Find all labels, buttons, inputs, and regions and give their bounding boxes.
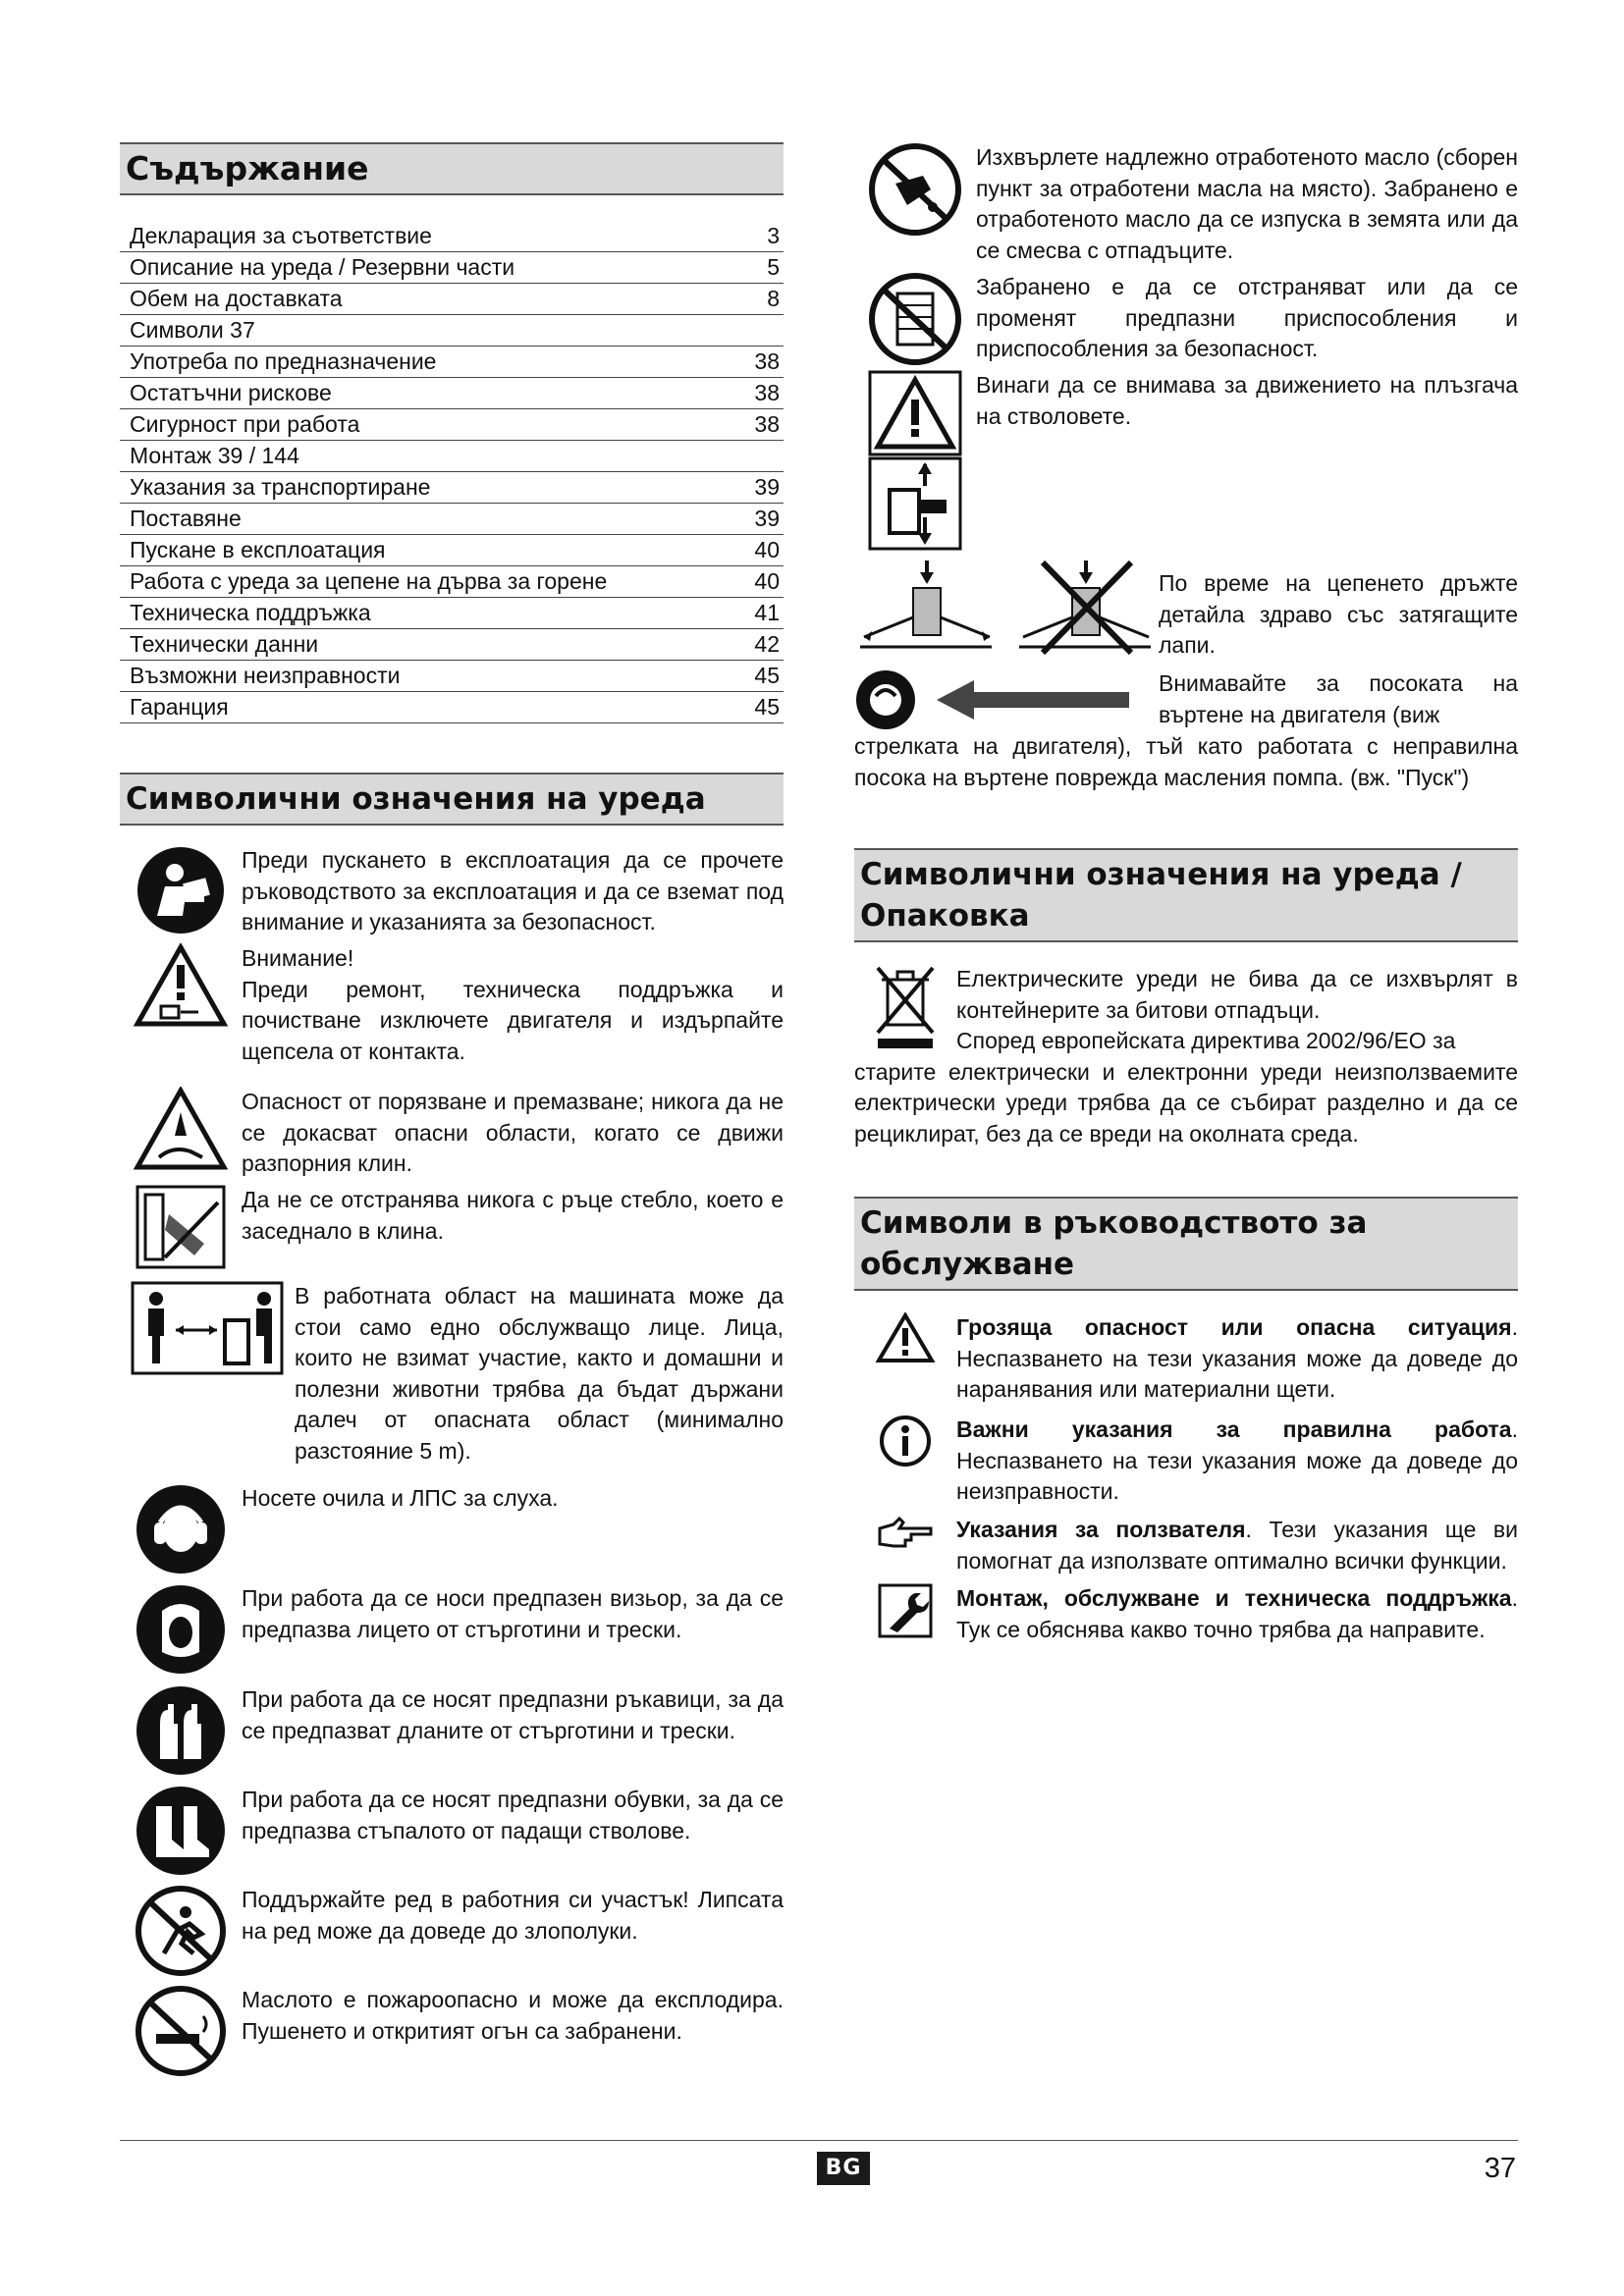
toc-label: Монтаж 39 / 144 bbox=[130, 443, 299, 468]
manual-symbols-title: Символи в ръководството за обслужване bbox=[854, 1197, 1518, 1291]
log-pusher-icon bbox=[868, 456, 962, 551]
toc-page: 38 bbox=[754, 380, 780, 405]
toc-row bbox=[120, 315, 784, 347]
toc-label: Указания за транспортиране bbox=[130, 474, 431, 500]
toc-row bbox=[120, 347, 784, 378]
toc-page: 38 bbox=[754, 411, 780, 437]
toc-page: 45 bbox=[754, 663, 780, 688]
symbol-row: При работа да се носи предпазен визьор, за да се предпазва лицето от стърготини и трески. bbox=[120, 1583, 784, 1684]
symbol-row: Опасност от порязване и премазване; никога да не се докасват опасни области, когато се движи разпорния клин. bbox=[120, 1087, 784, 1185]
toc-page: 8 bbox=[767, 286, 780, 311]
right-column: Изхвърлете надлежно отработеното масло (сборен пункт за отработени масла на място). Забранено е отработеното масло да се изпуска в земята или да се смесва с отпадъците. Забранено е да се отстраняват или да се променят предпазни приспособления и приспособления за безопасност. Винаги да се внимава за движението на плъзгача на стволовете. По време на цепенето дръжте детайла здраво със затягащите лапи. Внимавайте за посоката на въртене на двигателя (виж стрелката на двигателя), тъй като работата с неправилна посока на въртене поврежда масления помпа. (вж. "Пуск") Символични означения на уреда / Опаковка Електрическите уреди не бива да се изхвърлят в контейнерите за битови отпадъци. Според европейската директива 2002/96/ЕО за старите електрически и електронни уреди неизползваемите електрически уреди трябва да се събират разделно и да се рециклират, без да се вреди на околната среда. Символи в ръководството за обслужване Грозяща опасност или опасна ситуация. Неспазването на тези указания може да доведе до наранявания или материални щети. Важни указания за правилна работа. Неспазването на тези указания може да доведе до неизправности. Указания за ползвателя. Тези указания ще ви помогнат да използвате оптимално всички функции. Монтаж, обслужване и техническа поддръжка. Тук се обяснява какво точно трябва да направите. bbox=[854, 142, 1518, 1652]
one-operator-icon bbox=[131, 1281, 284, 1375]
symbol-row: При работа да се носят предпазни обувки, за да се предпазва стъпалото от падащи стволове. bbox=[120, 1785, 784, 1885]
symbol-row: Изхвърлете надлежно отработеното масло (сборен пункт за отработени масла на място). Забранено е отработеното масло да се изпуска в земята или да се смесва с отпадъците. bbox=[854, 142, 1518, 272]
toc-page: 39 bbox=[754, 474, 780, 500]
symbol-row: Монтаж, обслужване и техническа поддръжка. Тук се обяснява какво точно трябва да направите. bbox=[854, 1583, 1518, 1652]
symbol-row: Важни указания за правилна работа. Неспазването на тези указания може да доведе до неизправности. bbox=[854, 1415, 1518, 1515]
device-symbols-title: Символични означения на уреда bbox=[120, 773, 784, 826]
symbol-row: Носете очила и ЛПС за слуха. bbox=[120, 1483, 784, 1583]
symbol-row: Винаги да се внимава за движението на плъзгача на стволовете. bbox=[854, 370, 1518, 559]
toc-label: Възможни неизправности bbox=[130, 663, 401, 688]
toc-label: Обем на доставката bbox=[130, 286, 343, 311]
toc-row bbox=[120, 535, 784, 566]
symbol-row: Внимание! Преди ремонт, техническа поддръжка и почистване изключете двигателя и издърпайте щепсела от контакта. bbox=[120, 943, 784, 1087]
toc-title: Съдържание bbox=[120, 142, 784, 195]
toc-page: 40 bbox=[754, 537, 780, 562]
toc-label: Поставяне bbox=[130, 506, 242, 531]
toc-row bbox=[120, 472, 784, 504]
toc-label: Технически данни bbox=[130, 631, 319, 657]
toc-row bbox=[120, 598, 784, 629]
toc-page: 38 bbox=[754, 348, 780, 374]
ear-eye-protection-icon bbox=[135, 1483, 227, 1575]
danger-icon bbox=[876, 1312, 935, 1363]
packaging-title: Символични означения на уреда / Опаковка bbox=[854, 848, 1518, 942]
face-shield-icon bbox=[135, 1583, 227, 1676]
symbol-row: Грозяща опасност или опасна ситуация. Неспазването на тези указания може да доведе до наранявания или материални щети. bbox=[854, 1312, 1518, 1415]
toc-label: Употреба по предназначение bbox=[130, 348, 437, 374]
symbol-row: Маслото е пожароопасно и може да експлодира. Пушенето и откритият огън са забранени. bbox=[120, 1985, 784, 2085]
gloves-icon bbox=[135, 1684, 227, 1777]
no-removing-guards-icon bbox=[868, 272, 962, 366]
toc-page: 3 bbox=[767, 223, 780, 248]
toc-row bbox=[120, 441, 784, 472]
toc-page: 40 bbox=[754, 568, 780, 594]
toc-label: Остатъчни рискове bbox=[130, 380, 332, 405]
oil-disposal-prohibited-icon bbox=[868, 142, 962, 237]
toc-row bbox=[120, 409, 784, 441]
toc-row bbox=[120, 378, 784, 409]
symbol-row: При работа да се носят предпазни ръкавици, за да се предпазват дланите от стърготини и трески. bbox=[120, 1684, 784, 1785]
toc-page: 41 bbox=[754, 600, 780, 625]
symbol-row: Указания за ползвателя. Тези указания ще ви помогнат да използвате оптимално всички функции. bbox=[854, 1515, 1518, 1583]
split-correct-icon bbox=[854, 559, 1000, 661]
symbol-row: По време на цепенето дръжте детайла здраво със затягащите лапи. bbox=[854, 559, 1518, 668]
toc-page: 45 bbox=[754, 694, 780, 720]
toc-row bbox=[120, 252, 784, 284]
weee-bin-icon bbox=[874, 964, 937, 1050]
symbol-row: Забранено е да се отстраняват или да се променят предпазни приспособления и приспособления за безопасност. bbox=[854, 272, 1518, 370]
info-icon bbox=[879, 1415, 932, 1468]
language-badge: BG bbox=[817, 2152, 870, 2185]
no-hands-stuck-log-icon bbox=[135, 1185, 226, 1269]
page-number: 37 bbox=[1484, 2153, 1516, 2184]
toc-row bbox=[120, 284, 784, 315]
toc-label: Гаранция bbox=[130, 694, 229, 720]
warning-unplug-icon bbox=[134, 943, 228, 1028]
toc-label: Описание на уреда / Резервни части bbox=[130, 254, 515, 280]
toc-label: Сигурност при работа bbox=[130, 411, 360, 437]
warning-triangle-icon bbox=[868, 370, 962, 456]
toc-row bbox=[120, 629, 784, 661]
toc-row bbox=[120, 504, 784, 535]
split-incorrect-icon bbox=[1013, 559, 1159, 661]
toc-list bbox=[120, 221, 784, 723]
symbol-row: Поддържайте ред в работния си участък! Липсата на ред може да доведе до злополуки. bbox=[120, 1885, 784, 1985]
symbol-row: Преди пускането в експлоатация да се прочете ръководството за експлоатация и да се вземат под внимание и указанията за безопасност. bbox=[120, 845, 784, 943]
arrow-left-icon bbox=[935, 678, 1131, 721]
toc-page: 42 bbox=[754, 631, 780, 657]
info-motor-icon bbox=[854, 668, 917, 731]
toc-label: Техническа поддръжка bbox=[130, 600, 371, 625]
left-column bbox=[120, 142, 784, 2085]
read-manual-icon bbox=[135, 845, 226, 935]
symbol-row: Да не се отстранява никога с ръце стебло, което е заседнало в клина. bbox=[120, 1185, 784, 1281]
toc-row bbox=[120, 221, 784, 252]
no-smoking-icon bbox=[135, 1985, 227, 2077]
toc-page: 5 bbox=[767, 254, 780, 280]
safety-boots-icon bbox=[135, 1785, 227, 1877]
toc-label: Пускане в експлоатация bbox=[130, 537, 386, 562]
symbol-row: В работната област на машината може да стои само едно обслужващо лице. Лица, които не взимат участие, както и домашни и полезни животни трябва да бъдат държани далеч от опасната област (минимално разстояние 5 m). bbox=[120, 1281, 784, 1483]
footer-rule bbox=[120, 2140, 1518, 2141]
symbol-row: Внимавайте за посоката на въртене на двигателя (виж стрелката на двигателя), тъй като работата с неправилна посока на въртене поврежда масления помпа. (вж. "Пуск") bbox=[854, 670, 1518, 790]
toc-label: Декларация за съответствие bbox=[130, 223, 432, 248]
wrench-icon bbox=[878, 1583, 933, 1638]
trip-hazard-prohibited-icon bbox=[135, 1885, 227, 1977]
toc-row bbox=[120, 692, 784, 723]
pointing-hand-icon bbox=[876, 1515, 935, 1554]
toc-label: Работа с уреда за цепене на дърва за горене bbox=[130, 568, 608, 594]
toc-page: 39 bbox=[754, 506, 780, 531]
crush-hazard-icon bbox=[134, 1087, 228, 1171]
toc-label: Символи 37 bbox=[130, 317, 255, 343]
toc-row bbox=[120, 661, 784, 692]
toc-row bbox=[120, 566, 784, 598]
